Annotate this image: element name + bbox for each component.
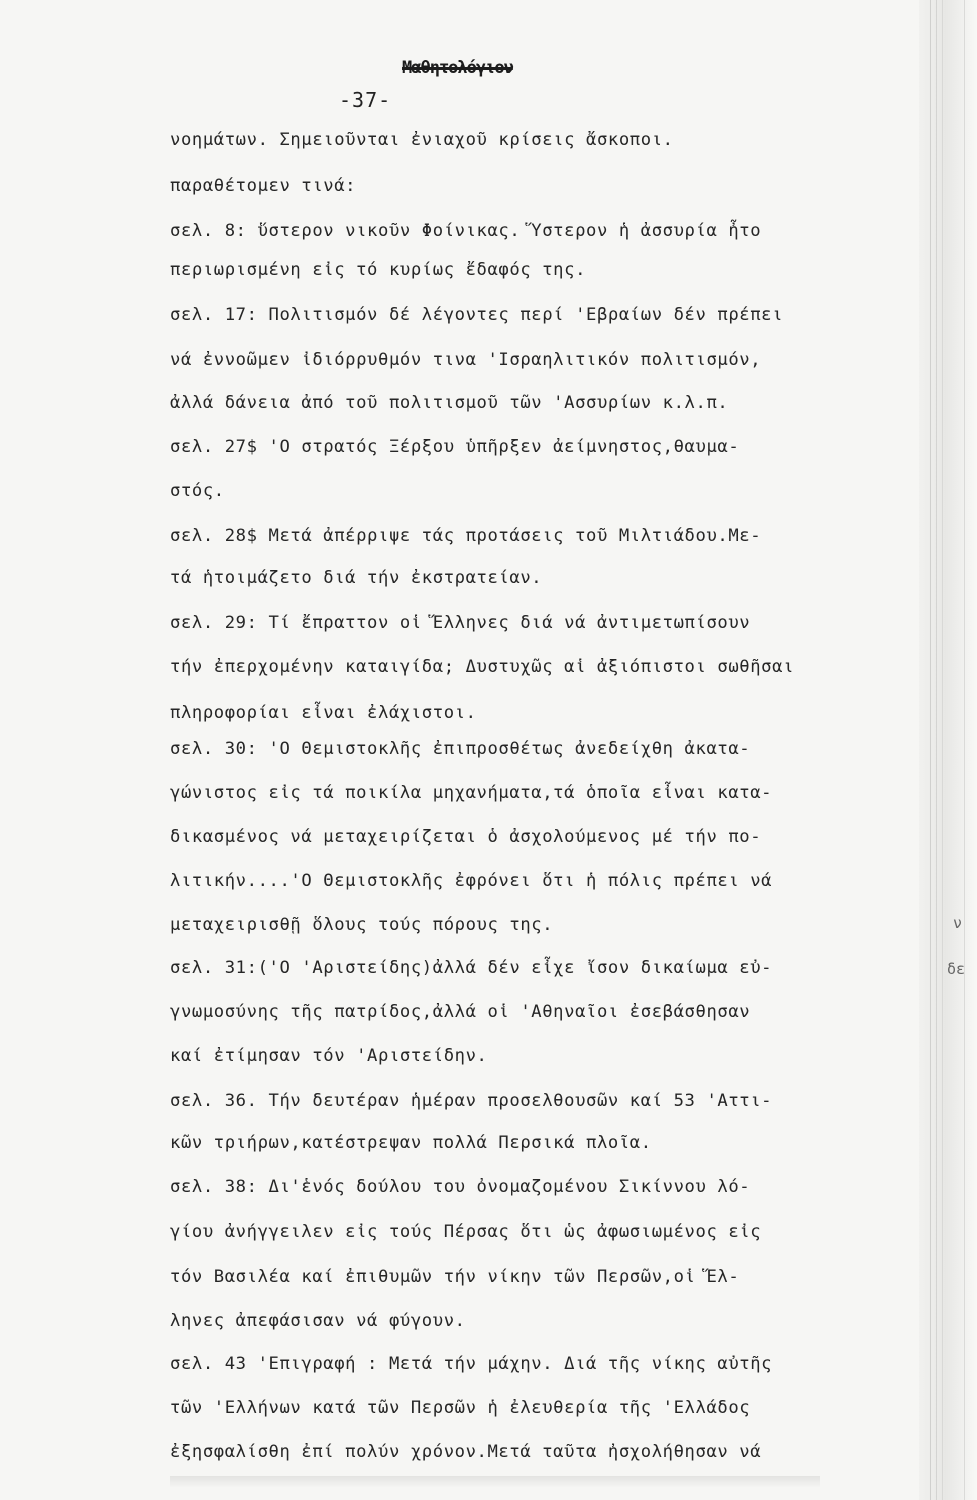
text-line: δικασμένος νά μεταχειρίζεται ὁ ἀσχολούμενος μέ τήν πο- [170,827,762,847]
text-line: πληροφορίαι εἶναι ἐλάχιστοι. [170,703,477,723]
margin-note: δε [947,960,966,978]
bleed-through-shadow [170,1476,820,1488]
text-line: σελ. 43 'Επιγραφή : Μετά τήν μάχην. Διά τῆς νίκης αὐτῆς [170,1354,773,1374]
text-line: μεταχειρισθῇ ὅλους τούς πόρους της. [170,915,554,935]
text-line: γίου ἀνήγγειλεν εἰς τούς Πέρσας ὅτι ὡς ἀφωσιωμένος εἰς [170,1222,762,1242]
text-line: στός. [170,481,225,501]
edge-line [964,0,965,1500]
text-line: σελ. 17: Πολιτισμόν δέ λέγοντες περί 'Εβραίων δέν πρέπει [170,305,784,325]
text-line: καί ἐτίμησαν τόν 'Αριστείδην. [170,1046,488,1066]
text-line: νά ἐννοῶμεν ἰδιόρρυθμόν τινα 'Ισραηλιτικόν πολιτισμόν, [170,350,762,370]
text-line: ἐξησφαλίσθη ἐπί πολύν χρόνον.Μετά ταῦτα ἠσχολήθησαν νά [170,1442,762,1462]
edge-line [942,0,943,1500]
text-line: λιτικήν....'Ο Θεμιστοκλῆς ἐφρόνει ὅτι ἡ πόλις πρέπει νά [170,871,773,891]
text-line: τόν Βασιλέα καί ἐπιθυμῶν τήν νίκην τῶν Περσῶν,οἱ Ἕλ- [170,1267,740,1287]
text-line: σελ. 36. Τήν δευτέραν ἡμέραν προσελθουσῶν καί 53 'Αττι- [170,1091,773,1111]
text-line: σελ. 8: ὕστερον νικοῦν Φοίνικας. Ὕστερον ἡ ἀσσυρία ἦτο [170,221,762,241]
struck-word: Μαθητολόγιον [402,58,513,78]
page-number: -37- [339,88,392,112]
edge-line [930,0,931,1500]
text-line: γνωμοσύνης τῆς πατρίδος,ἀλλά οἱ 'Αθηναῖοι ἐσεβάσθησαν [170,1002,751,1022]
text-line: ληνες ἀπεφάσισαν νά φύγουν. [170,1311,466,1331]
text-line: κῶν τριήρων,κατέστρεψαν πολλά Περσικά πλοῖα. [170,1133,652,1153]
text-line: σελ. 28$ Μετά ἀπέρριψε τάς προτάσεις τοῦ Μιλτιάδου.Με- [170,526,762,546]
text-line: παραθέτομεν τινά: [170,176,357,196]
edge-line [936,0,937,1500]
text-line: νοημάτων. Σημειοῦνται ἐνιαχοῦ κρίσεις ἄσκοποι. [170,130,674,150]
text-line: σελ. 30: 'Ο Θεμιστοκλῆς ἐπιπροσθέτως ἀνεδείχθη ἀκατα- [170,739,751,759]
margin-note: ν [953,914,963,932]
text-line: περιωρισμένη εἰς τό κυρίως ἔδαφός της. [170,260,587,280]
text-line: τήν ἐπερχομένην καταιγίδα; Δυστυχῶς αἱ ἀξιόπιστοι σωθῆσαι [170,657,795,677]
text-line: ἀλλά δάνεια ἀπό τοῦ πολιτισμοῦ τῶν 'Ασσυρίων κ.λ.π. [170,393,729,413]
text-line: σελ. 38: Δι'ἑνός δούλου του ὀνομαζομένου Σικίννου λό- [170,1177,751,1197]
page-edge-shadow [919,0,977,1500]
text-line: σελ. 31:('Ο 'Αριστείδης)ἀλλά δέν εἶχε ἴσον δικαίωμα εὐ- [170,958,773,978]
text-line: σελ. 27$ 'Ο στρατός Ξέρξου ὑπῆρξεν ἀείμνηστος,θαυμα- [170,437,740,457]
text-line: γώνιστος εἰς τά ποικίλα μηχανήματα,τά ὁποῖα εἶναι κατα- [170,783,773,803]
text-line: τά ἡτοιμάζετο διά τήν ἐκστρατείαν. [170,568,543,588]
text-line: τῶν 'Ελλήνων κατά τῶν Περσῶν ἡ ἐλευθερία τῆς 'Ελλάδος [170,1398,751,1418]
text-line: σελ. 29: Τί ἔπραττον οἱ Ἕλληνες διά νά ἀντιμετωπίσουν [170,613,751,633]
